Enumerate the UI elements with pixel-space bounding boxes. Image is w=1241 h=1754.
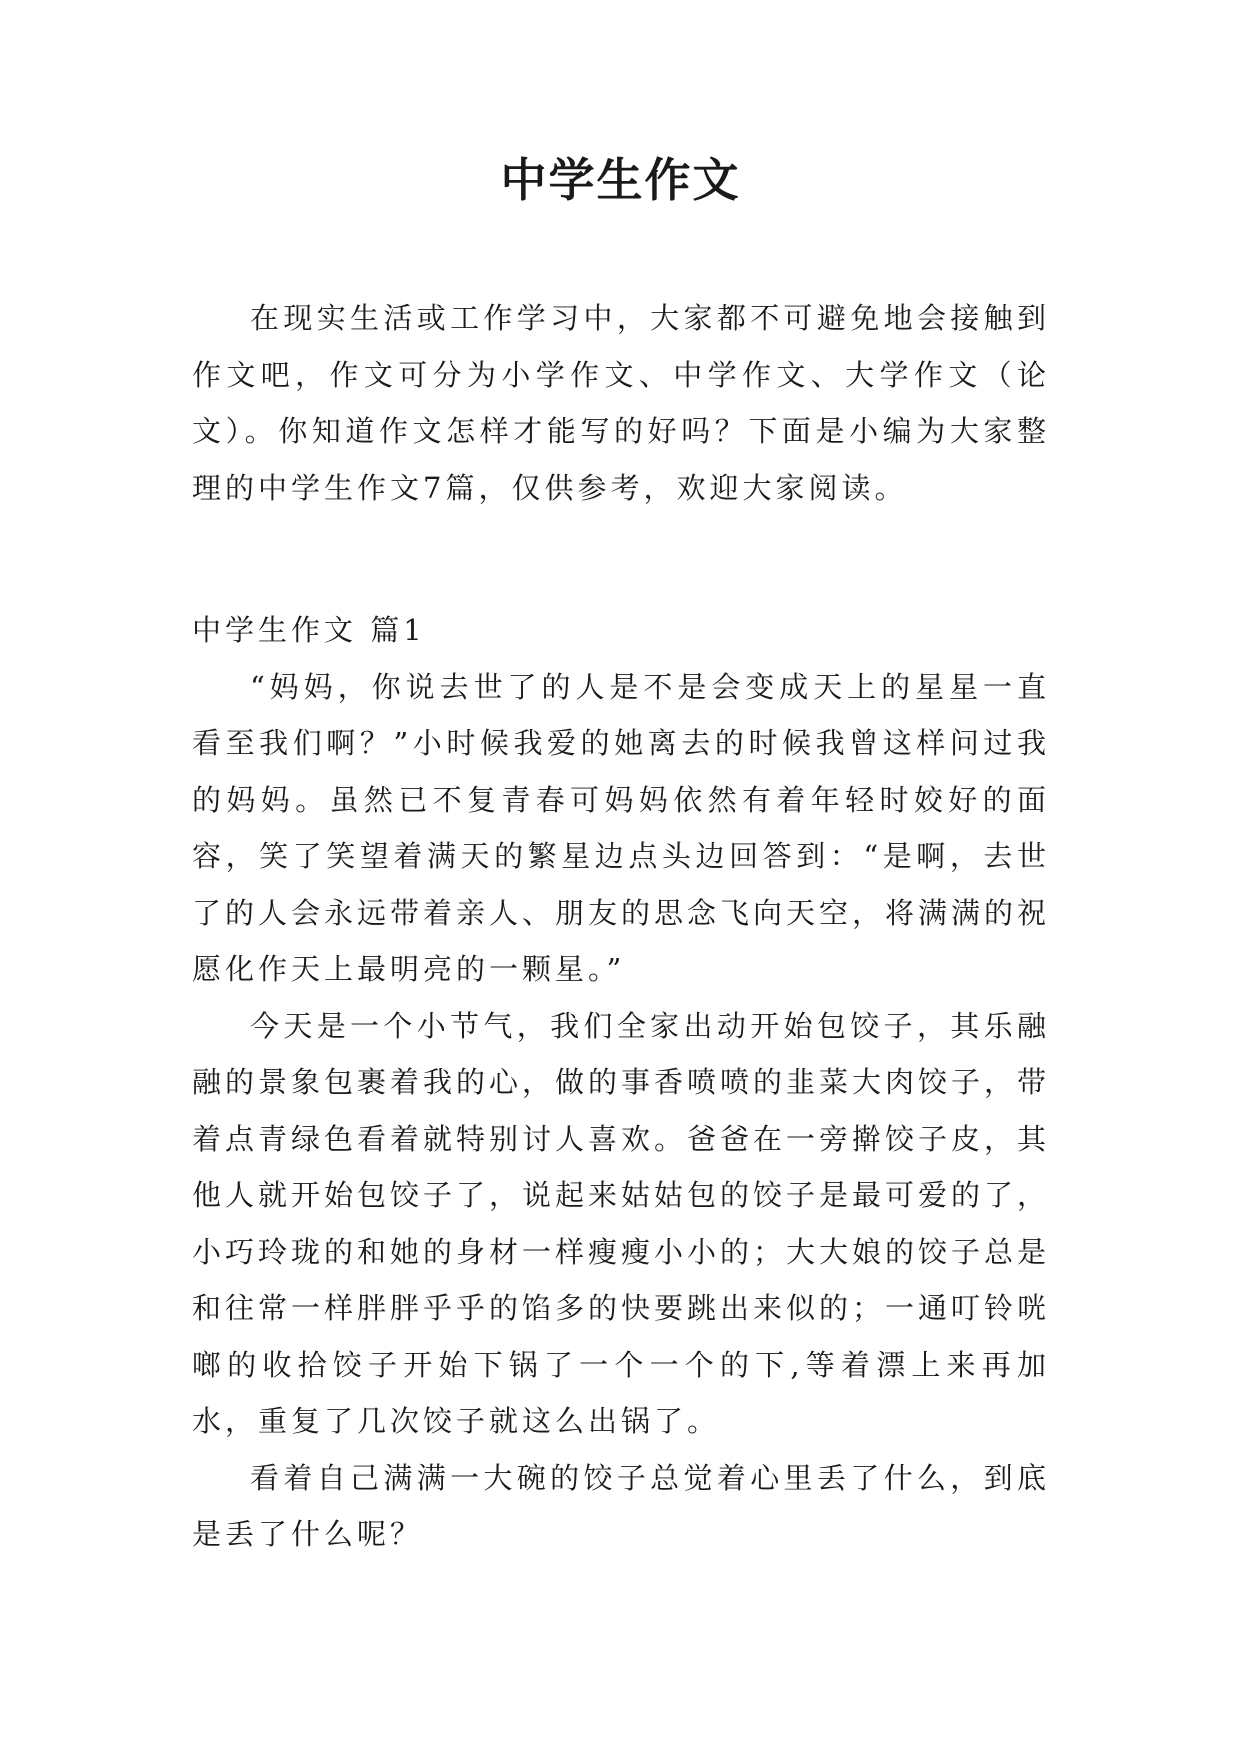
- document-body: [192, 290, 1050, 1563]
- body-paragraph-2: 今天是一个小节气，我们全家出动开始包饺子，其乐融融的景象包裹着我的心，做的事香喷喷的韭菜大肉饺子，带着点青绿色看着就特别讨人喜欢。爸爸在一旁擀饺子皮，其他人就开始包饺子了，说起来姑姑包的饺子是最可爱的了，小巧玲珑的和她的身材一样瘦瘦小小的；大大娘的饺子总是和往常一样胖胖乎乎的馅多的快要跳出来似的；一通叮铃咣啷的收拾饺子开始下锅了一个一个的下,等着漂上来再加水，重复了几次饺子就这么出锅了。: [192, 1008, 1051, 1438]
- document-title: 中学生作文: [500, 153, 741, 207]
- body-paragraph-3: 看着自己满满一大碗的饺子总觉着心里丢了什么，到底是丢了什么呢？: [192, 1460, 1050, 1551]
- section-heading: 中学生作文 篇1: [192, 613, 426, 647]
- intro-paragraph: 在现实生活或工作学习中，大家都不可避免地会接触到作文吧，作文可分为小学作文、中学作文、大学作文（论文）。你知道作文怎样才能写的好吗？下面是小编为大家整理的中学生作文7篇，仅供参考，欢迎大家阅读。: [192, 301, 1050, 505]
- body-paragraph-1: “妈妈，你说去世了的人是不是会变成天上的星星一直看至我们啊？”小时候我爱的她离去的时候我曾这样问过我的妈妈。虽然已不复青春可妈妈依然有着年轻时姣好的面容，笑了笑望着满天的繁星边点头边回答到：“是啊，去世了的人会永远带着亲人、朋友的思念飞向天空，将满满的祝愿化作天上最明亮的一颗星。”: [192, 669, 1051, 986]
